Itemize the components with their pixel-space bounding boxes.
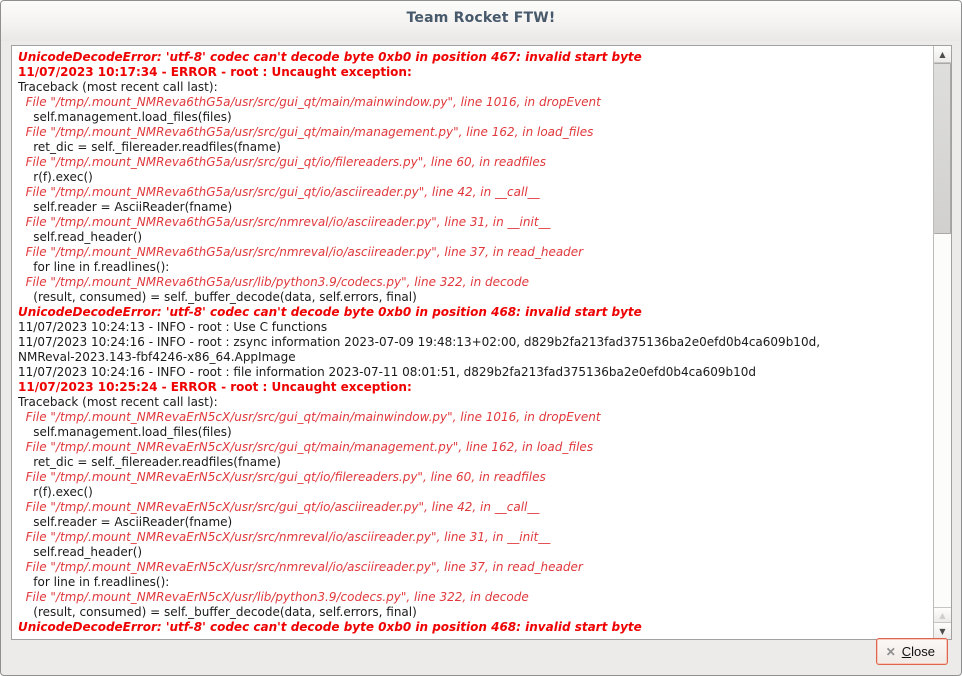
log-line: Traceback (most recent call last): — [18, 395, 218, 409]
scroll-down-icon: ▼ — [939, 626, 946, 636]
dialog-footer — [1, 638, 961, 675]
scroll-down-button[interactable] — [934, 623, 951, 639]
log-line: File "/tmp/.mount_NMReva6thG5a/usr/src/nmreval/io/asciireader.py", line 37, in read_header — [18, 245, 584, 259]
log-line: File "/tmp/.mount_NMReva6thG5a/usr/src/gui_qt/io/filereaders.py", line 60, in readfiles — [18, 155, 546, 169]
log-text-area[interactable] — [11, 45, 952, 640]
log-line: 11/07/2023 10:24:16 - INFO - root : file information 2023-07-11 08:01:51, d829b2fa213fad375136ba2e0efd0b4ca609b10d — [18, 365, 756, 379]
log-line: File "/tmp/.mount_NMReva6thG5a/usr/src/gui_qt/main/management.py", line 162, in load_files — [18, 125, 594, 139]
close-button-label: Close — [901, 644, 935, 659]
log-line: File "/tmp/.mount_NMRevaErN5cX/usr/src/nmreval/io/asciireader.py", line 31, in __init__ — [18, 530, 551, 544]
log-line: Traceback (most recent call last): — [18, 80, 218, 94]
scroll-up-button[interactable] — [934, 46, 951, 63]
vertical-scrollbar[interactable] — [933, 46, 951, 639]
log-line: File "/tmp/.mount_NMReva6thG5a/usr/src/nmreval/io/asciireader.py", line 31, in __init__ — [18, 215, 551, 229]
log-line: 11/07/2023 10:24:16 - INFO - root : zsync information 2023-07-09 19:48:13+02:00, d829b2fa213fad375136ba2e0efd0b4ca609b10d, — [18, 335, 821, 349]
log-line: self.management.load_files(files) — [18, 110, 232, 124]
log-line: File "/tmp/.mount_NMReva6thG5a/usr/src/gui_qt/io/asciireader.py", line 42, in __call__ — [18, 185, 540, 199]
log-line: self.read_header() — [18, 545, 143, 559]
log-line: NMReval-2023.143-fbf4246-x86_64.AppImage — [18, 350, 296, 364]
close-icon: ✕ — [885, 644, 896, 659]
log-line: UnicodeDecodeError: 'utf-8' codec can't decode byte 0xb0 in position 467: invalid start byte — [18, 50, 642, 64]
log-line: UnicodeDecodeError: 'utf-8' codec can't decode byte 0xb0 in position 468: invalid start byte — [18, 620, 642, 634]
log-line: File "/tmp/.mount_NMRevaErN5cX/usr/src/nmreval/io/asciireader.py", line 37, in read_header — [18, 560, 583, 574]
log-line: self.management.load_files(files) — [18, 425, 232, 439]
log-line: 11/07/2023 10:24:13 - INFO - root : Use C functions — [18, 320, 328, 334]
log-line: r(f).exec() — [18, 170, 93, 184]
log-line: (result, consumed) = self._buffer_decode(data, self.errors, final) — [18, 290, 417, 304]
log-line: self.reader = AsciiReader(fname) — [18, 200, 233, 214]
log-line: File "/tmp/.mount_NMReva6thG5a/usr/src/gui_qt/main/mainwindow.py", line 1016, in dropEvent — [18, 95, 601, 109]
titlebar — [1, 1, 961, 41]
log-line: self.read_header() — [18, 230, 143, 244]
scroll-up-icon: ▲ — [939, 49, 946, 59]
log-line: ret_dic = self._filereader.readfiles(fname) — [18, 140, 281, 154]
window-title: Team Rocket FTW! — [406, 10, 556, 26]
log-line: for line in f.readlines(): — [18, 575, 170, 589]
log-line: UnicodeDecodeError: 'utf-8' codec can't decode byte 0xb0 in position 468: invalid start byte — [18, 305, 642, 319]
log-line: 11/07/2023 10:17:34 - ERROR - root : Uncaught exception: — [18, 65, 412, 79]
log-line: ret_dic = self._filereader.readfiles(fname) — [18, 455, 281, 469]
close-button[interactable] — [876, 638, 948, 665]
log-line: 11/07/2023 10:25:24 - ERROR - root : Uncaught exception: — [18, 380, 412, 394]
scrollbar-thumb[interactable] — [934, 63, 951, 234]
log-line: r(f).exec() — [18, 485, 93, 499]
log-line: for line in f.readlines(): — [18, 260, 170, 274]
log-lines — [12, 46, 933, 639]
log-line: File "/tmp/.mount_NMReva6thG5a/usr/lib/python3.9/codecs.py", line 322, in decode — [18, 275, 529, 289]
log-line: File "/tmp/.mount_NMRevaErN5cX/usr/src/gui_qt/main/management.py", line 162, in load_files — [18, 440, 594, 454]
log-line: (result, consumed) = self._buffer_decode(data, self.errors, final) — [18, 605, 417, 619]
log-line: File "/tmp/.mount_NMRevaErN5cX/usr/lib/python3.9/codecs.py", line 322, in decode — [18, 590, 529, 604]
log-line: File "/tmp/.mount_NMRevaErN5cX/usr/src/gui_qt/io/asciireader.py", line 42, in __call__ — [18, 500, 540, 514]
scroll-up-faded-icon: ▲ — [939, 610, 946, 620]
log-line: File "/tmp/.mount_NMRevaErN5cX/usr/src/gui_qt/io/filereaders.py", line 60, in readfiles — [18, 470, 546, 484]
scroll-up-secondary-button[interactable] — [934, 607, 951, 623]
log-line: self.reader = AsciiReader(fname) — [18, 515, 233, 529]
log-line: File "/tmp/.mount_NMRevaErN5cX/usr/src/gui_qt/main/mainwindow.py", line 1016, in dropEvent — [18, 410, 601, 424]
